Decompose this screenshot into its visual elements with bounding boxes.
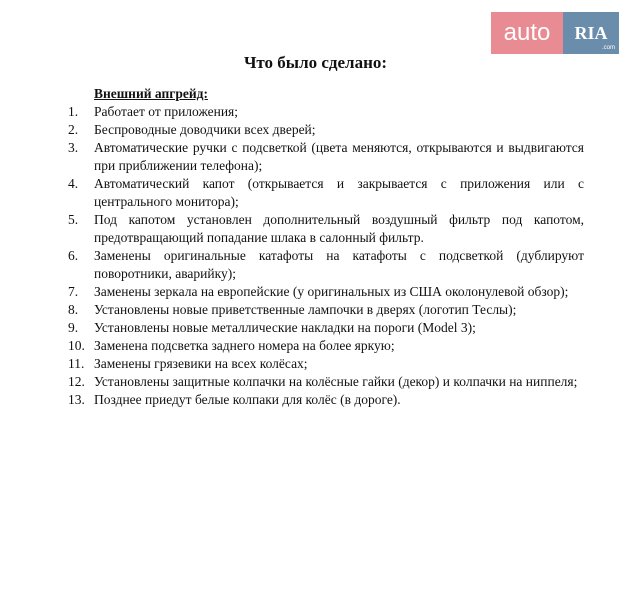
list-item-number: 3. [68,140,79,155]
section-heading: Внешний апгрейд: [94,86,208,101]
list-item-number: 2. [68,122,79,137]
list-item-number: 5. [68,212,79,227]
list-item [68,139,584,175]
watermark-ria-block [563,12,619,54]
list-item-text: Под капотом установлен дополнительный воздушный фильтр под капотом, предотвращающий попадание шлака в салонный фильтр. [94,212,584,245]
list-item [68,319,584,337]
list-item-number: 9. [68,320,79,335]
list-item-number: 6. [68,248,79,263]
list-item [68,337,584,355]
list-item-text: Заменена подсветка заднего номера на более яркую; [94,338,395,353]
list-item [68,301,584,319]
list-item-text: Установлены новые металлические накладки на пороги (Model 3); [94,320,476,335]
list-item-text: Заменены грязевики на всех колёсах; [94,356,308,371]
list-item [68,283,584,301]
list-item-number: 13. [68,392,85,407]
list-item-text: Заменены зеркала на европейские (у оригинальных из США околонулевой обзор); [94,284,569,299]
watermark-ria-text: RIA [574,22,608,43]
autoria-watermark [491,12,619,54]
list-item-number: 12. [68,374,85,389]
list-item-text: Установлены новые приветственные лампочки в дверях (логотип Теслы); [94,302,517,317]
list-item-text: Позднее приедут белые колпаки для колёс (в дороге). [94,392,401,407]
list-item-number: 7. [68,284,79,299]
list-item [68,373,584,391]
list-item-text: Заменены оригинальные катафоты на катафоты с подсветкой (дублируют поворотники, аварийку); [94,248,584,281]
list-item-number: 1. [68,104,79,119]
list-item [68,103,584,121]
list-item-text: Автоматический капот (открывается и закрывается с приложения или с центрального монитора); [94,176,584,209]
list-item [68,355,584,373]
list-item-number: 8. [68,302,79,317]
list-item [68,121,584,139]
watermark-com-text: .com [601,45,615,51]
list-item [68,175,584,211]
list-item-number: 11. [68,356,85,371]
list-item-text: Работает от приложения; [94,104,239,119]
list-item-text: Установлены защитные колпачки на колёсные гайки (декор) и колпачки на ниппеля; [94,374,578,389]
document-title: Что было сделано: [243,53,388,72]
list-item-number: 4. [68,176,79,191]
list-item [68,247,584,283]
list-item [68,391,584,409]
list-item-text: Беспроводные доводчики всех дверей; [94,122,316,137]
upgrade-list [68,103,584,409]
list-item-number: 10. [68,338,85,353]
watermark-auto-block: auto [491,12,563,54]
list-item-text: Автоматические ручки с подсветкой (цвета меняются, открываются и выдвигаются при приближении телефона); [94,140,584,173]
list-item [68,211,584,247]
